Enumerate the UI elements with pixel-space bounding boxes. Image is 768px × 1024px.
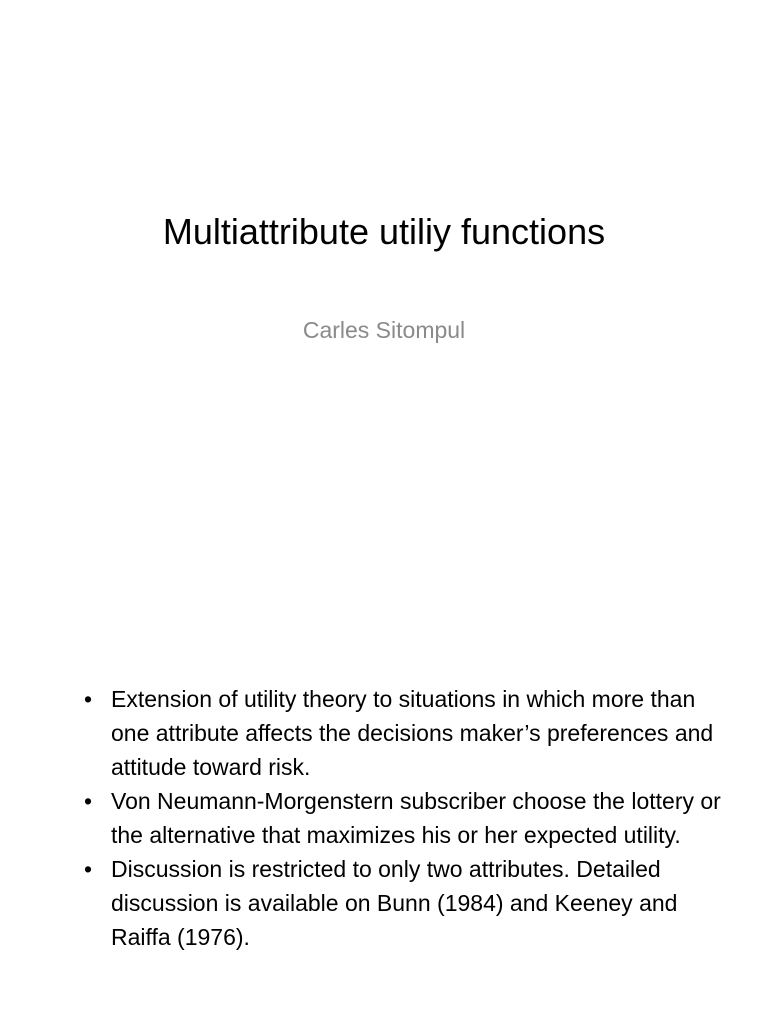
slide-title: Multiattribute utiliy functions	[162, 211, 606, 252]
bullet-text: Discussion is restricted to only two attributes. Detailed discussion is available on Bunn (1984) and Keeney and Raiffa (1976).	[111, 856, 678, 950]
bullet-icon: •	[84, 788, 93, 814]
bullet-item	[82, 682, 722, 784]
bullet-icon: •	[84, 856, 93, 882]
bullet-icon: •	[84, 686, 93, 712]
bullet-list	[82, 682, 722, 954]
slide-subtitle: Carles Sitompul	[302, 317, 466, 343]
content-slide	[0, 520, 768, 1024]
bullet-text: Extension of utility theory to situations in which more than one attribute affects the decisions maker’s preferences and attitude toward risk.	[111, 686, 714, 780]
bullet-text: Von Neumann-Morgenstern subscriber choose the lottery or the alternative that maximizes his or her expected utility.	[111, 788, 721, 848]
bullet-item	[82, 784, 722, 852]
bullet-item	[82, 852, 722, 954]
